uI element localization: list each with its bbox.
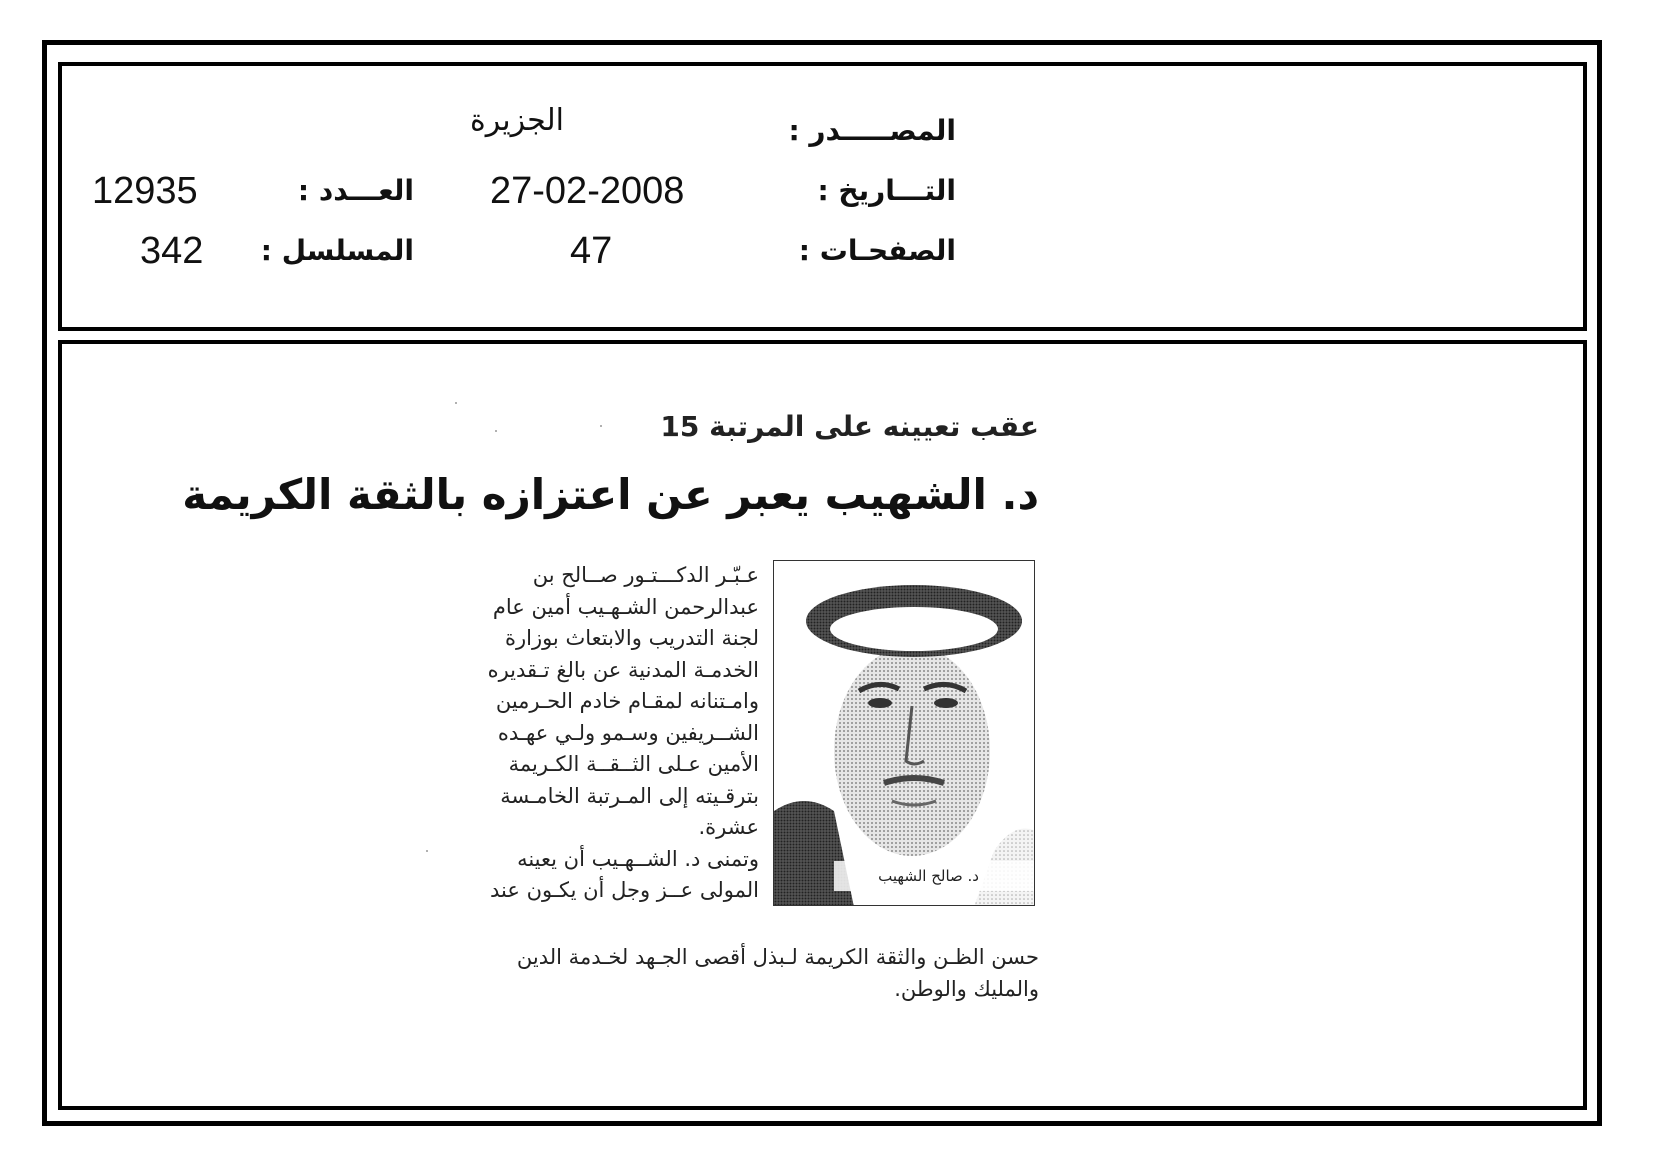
scan-speck [426,850,428,852]
body-wide-line: والمليك والوطن. [894,976,1039,1001]
article-body-wide [439,942,1039,1005]
body-line: وتمنى د. الشــهـيب أن يعينه [517,846,759,871]
pages-value: 47 [570,230,613,272]
body-line: الخدمـة المدنية عن بالغ تـقديره [487,657,759,682]
issue-label: العـــدد : [297,174,414,207]
article-body-column [424,560,759,907]
body-line: المولى عــز وجل أن يكـون عند [490,878,759,902]
source-label: المصـــــدر : [788,114,956,147]
article-headline: د. الشهيب يعبر عن اعتزازه بالثقة الكريمة [182,470,1039,519]
issue-value: 12935 [92,170,198,212]
date-value: 27-02-2008 [490,170,685,212]
body-line: الأمين عـلى الثــقــة الكـريمة [508,752,759,776]
source-value: الجزيرة [470,103,565,138]
scan-speck [455,402,457,404]
body-line: لجنة التدريب والابتعاث بوزارة [504,626,759,650]
article-kicker: عقب تعيينه على المرتبة 15 [660,410,1039,443]
date-label: التـــاريخ : [817,174,956,207]
scan-speck [600,425,602,427]
portrait-photo [773,560,1035,906]
body-line: عشرة. [698,815,759,839]
serial-label: المسلسل : [260,234,414,267]
body-line: بترقـيته إلى المـرتبة الخامـسة [500,783,759,808]
body-line: عبدالرحمن الشـهـيب أمين عام [492,594,759,619]
body-line: وامـتنانه لمقـام خادم الحـرمين [495,689,759,713]
portrait-illustration [774,561,1035,906]
body-line: عـبّـر الدكـــتـور صــالح بن [532,563,759,587]
body-wide-line: حسن الظـن والثقة الكريمة لـبذل أقصى الجـهد لخـدمة الدين [516,945,1039,969]
body-line: الشــريفين وسـمو ولـي عهـده [497,720,759,745]
scan-speck [495,430,497,432]
photo-caption: د. صالح الشهيب [878,867,979,885]
serial-value: 342 [140,230,204,272]
pages-label: الصفحـات : [798,234,956,267]
